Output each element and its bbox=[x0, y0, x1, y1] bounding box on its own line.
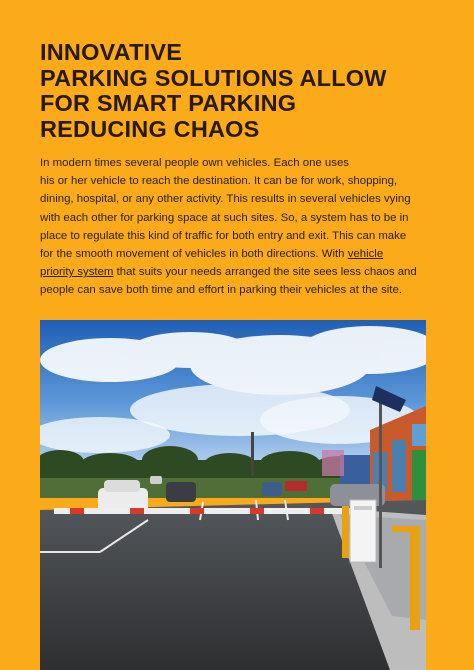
paragraph-line: dining, hospital, or any other activity. This results in several vehicles vying bbox=[40, 193, 411, 206]
paragraph-text: that suits your needs arranged the site sees less chaos and bbox=[113, 266, 417, 279]
paragraph-line: In modern times several people own vehicles. Each one uses bbox=[40, 157, 349, 169]
title-line: REDUCING CHAOS bbox=[40, 115, 260, 142]
body-paragraph bbox=[40, 154, 434, 300]
title-line: FOR SMART PARKING bbox=[40, 90, 297, 116]
paragraph-line: his or her vehicle to reach the destination. It can be for work, shopping, bbox=[40, 175, 398, 188]
paragraph-line: with each other for parking space at such sites. So, a system has to be in bbox=[40, 211, 409, 224]
gate-cabinet bbox=[350, 500, 376, 562]
title-line: PARKING SOLUTIONS ALLOW bbox=[40, 64, 387, 91]
paragraph-line: people can save both time and effort in parking their vehicles at the site. bbox=[40, 284, 402, 297]
paragraph-line bbox=[40, 245, 434, 263]
boom-gate-arm bbox=[54, 508, 354, 514]
paragraph-line: place to regulate this kind of traffic for both entry and exit. This can make bbox=[40, 229, 407, 242]
light-pole bbox=[251, 432, 254, 476]
vehicle-priority-link-part1[interactable]: vehicle bbox=[347, 248, 384, 261]
vehicle-priority-link-part2[interactable]: priority system bbox=[40, 266, 114, 279]
title-line: INNOVATIVE bbox=[40, 39, 183, 65]
paragraph-text: for the smooth movement of vehicles in both directions. With bbox=[40, 248, 345, 261]
page-title bbox=[40, 40, 440, 142]
paragraph-line bbox=[40, 263, 434, 281]
parking-barrier-photo bbox=[40, 320, 426, 670]
